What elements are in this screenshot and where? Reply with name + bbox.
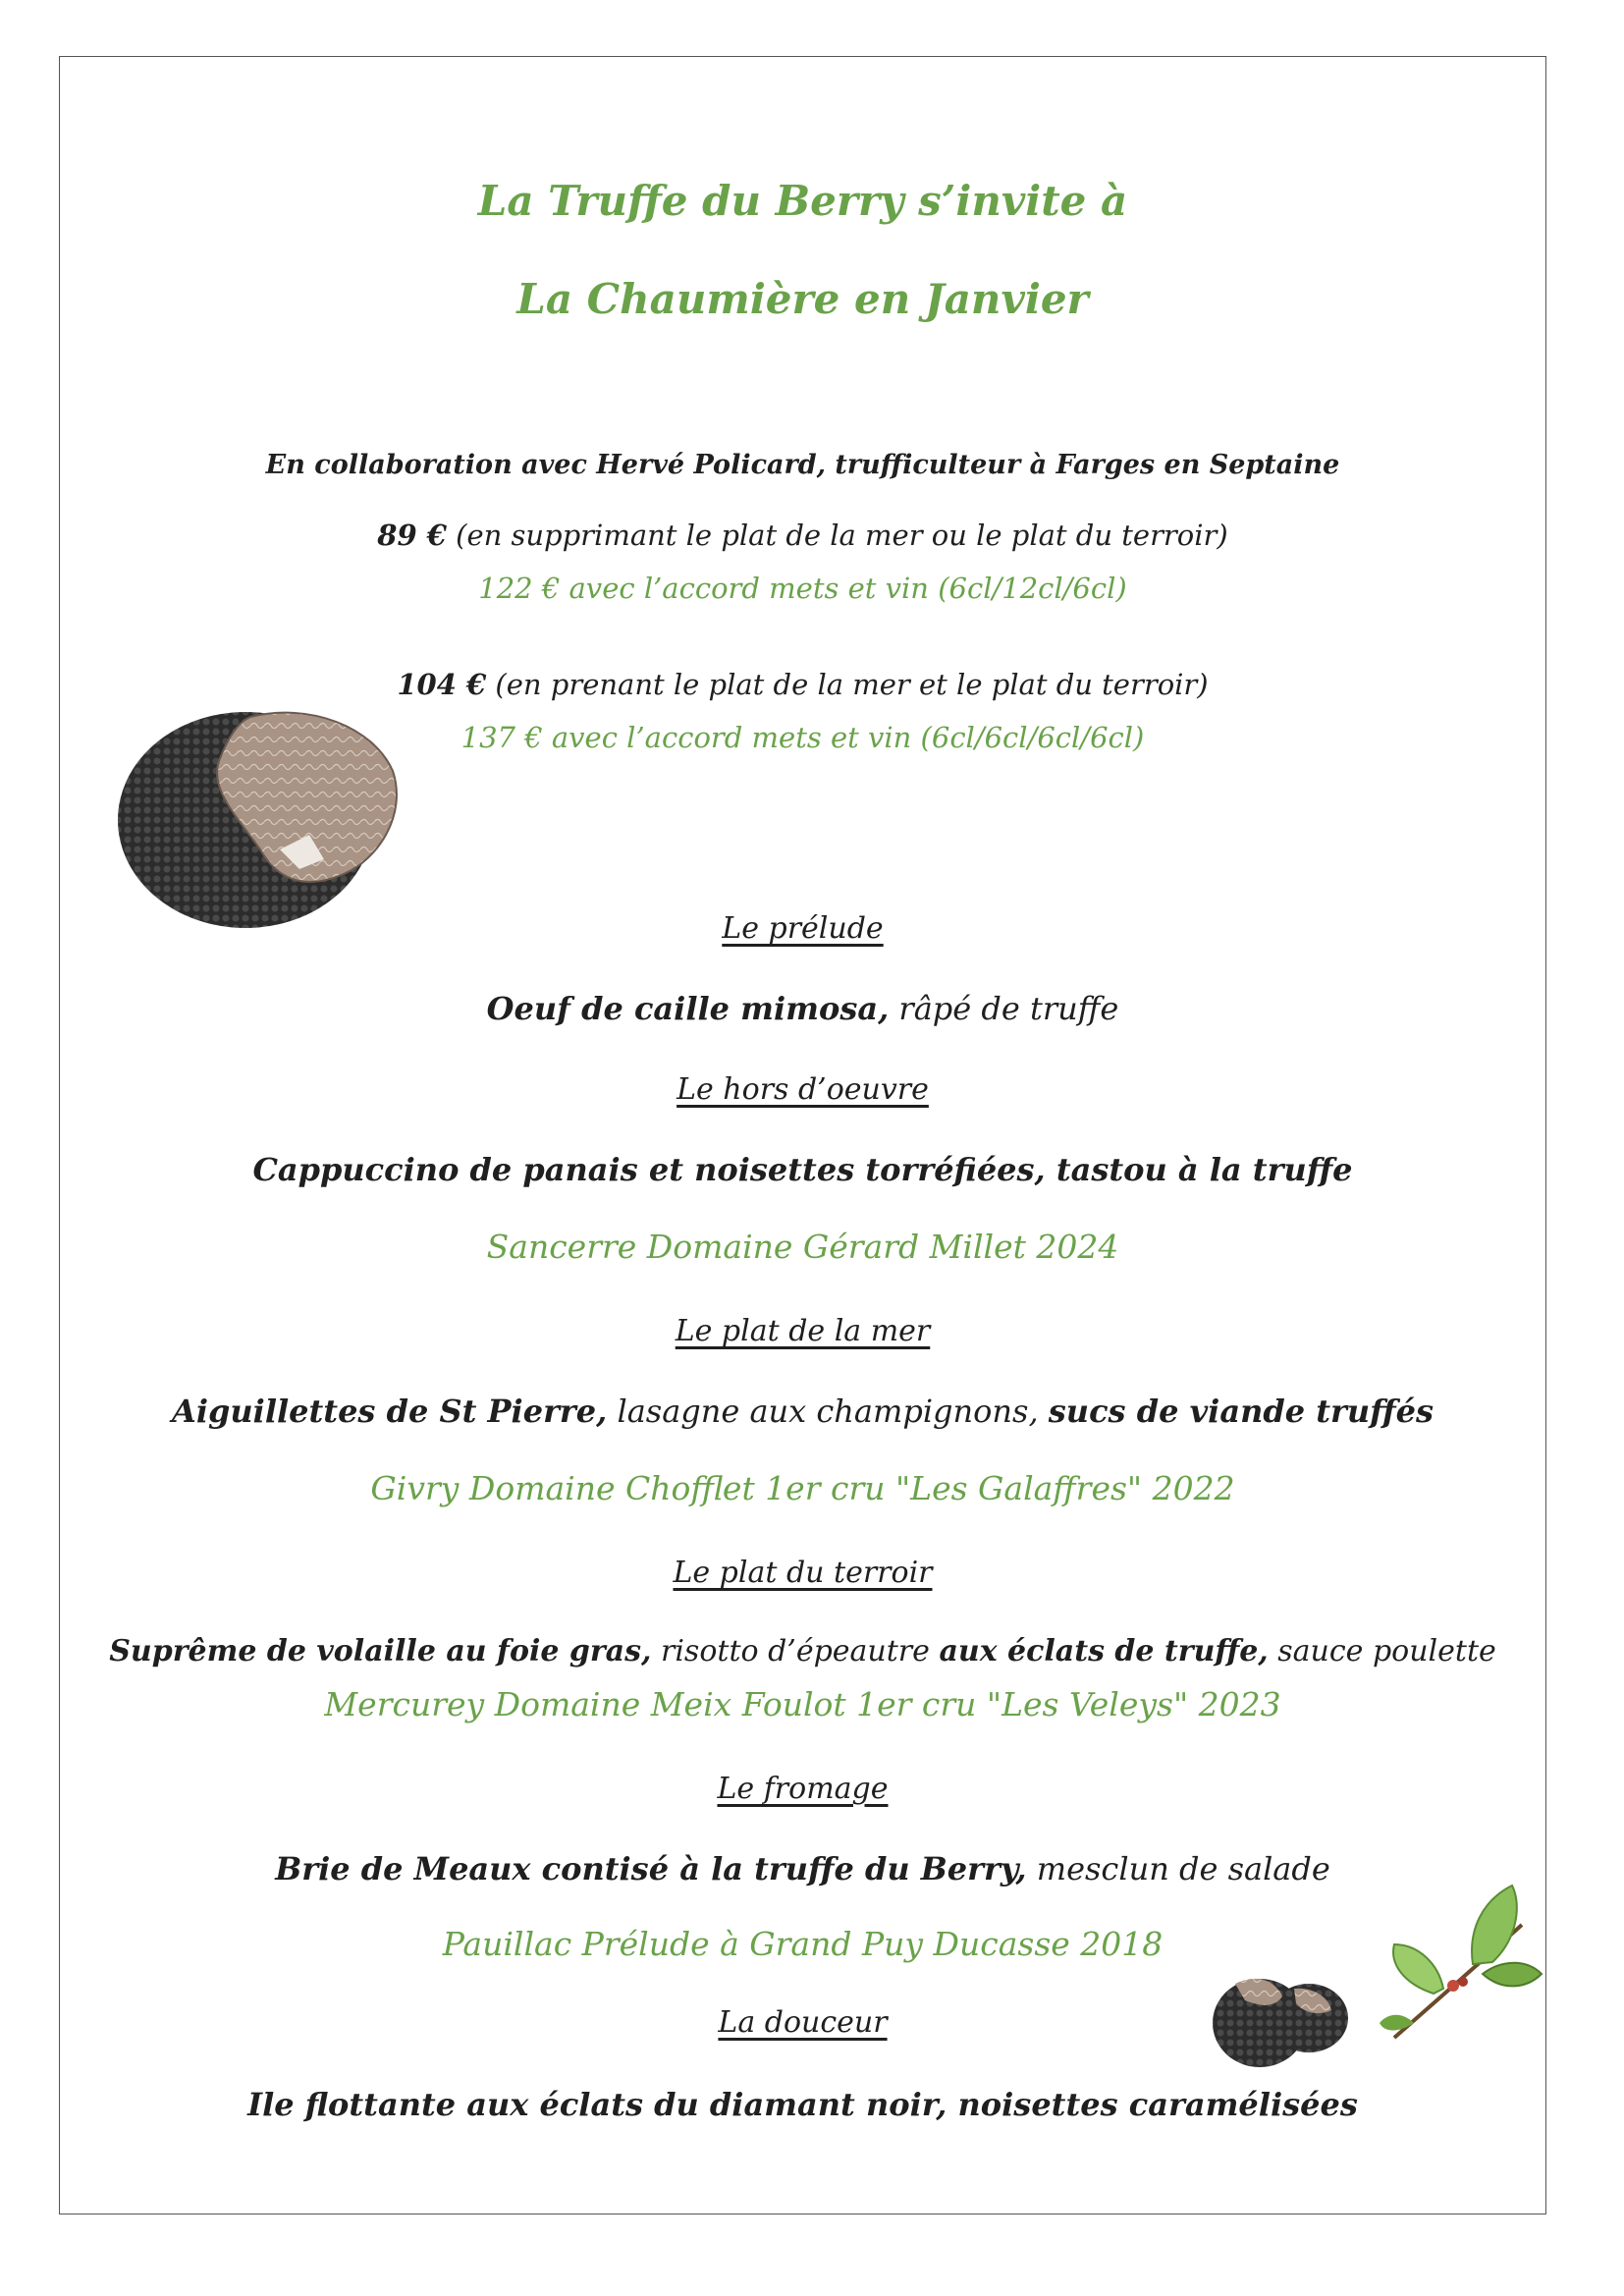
menu-frame bbox=[59, 56, 1546, 2214]
price-2-accord: 137 € avec l’accord mets et vin (6cl/6cl/6cl/6cl) bbox=[460, 721, 1145, 754]
dish-fromage-main: Brie de Meaux contisé à la truffe du Berry, bbox=[275, 1850, 1027, 1887]
price-2-note: (en prenant le plat de la mer et le plat du terroir) bbox=[495, 668, 1209, 701]
dish-prelude-side: râpé de truffe bbox=[889, 990, 1119, 1027]
dish-mer-main: Aiguillettes de St Pierre, bbox=[172, 1393, 608, 1430]
section-douceur: La douceur bbox=[718, 2005, 888, 2040]
section-prelude: Le prélude bbox=[722, 911, 884, 946]
truffle-photo-small bbox=[1206, 1959, 1353, 2077]
oak-leaf-illustration bbox=[1375, 1876, 1551, 2048]
dish-plat-terroir bbox=[59, 1634, 1546, 1668]
dish-mer-sauce: sucs de viande truffés bbox=[1048, 1393, 1434, 1430]
dish-fromage-side: mesclun de salade bbox=[1026, 1850, 1330, 1887]
dish-prelude bbox=[59, 990, 1546, 1027]
wine-hors-doeuvre: Sancerre Domaine Gérard Millet 2024 bbox=[486, 1228, 1119, 1266]
dish-fromage bbox=[59, 1850, 1546, 1887]
wine-fromage: Pauillac Prélude à Grand Puy Ducasse 2018 bbox=[442, 1925, 1164, 1963]
section-hors-doeuvre: Le hors d’oeuvre bbox=[677, 1072, 929, 1107]
dish-terroir-sauce: sauce poulette bbox=[1268, 1634, 1496, 1668]
dish-terroir-truffle: aux éclats de truffe, bbox=[939, 1634, 1269, 1668]
menu-title-line2: La Chaumière en Janvier bbox=[516, 275, 1089, 323]
dish-douceur: Ile flottante aux éclats du diamant noir, noisettes caramélisées bbox=[247, 2086, 1358, 2123]
dish-terroir-side: risotto d’épeautre bbox=[651, 1634, 940, 1668]
section-plat-mer: Le plat de la mer bbox=[675, 1314, 931, 1348]
price-2: 104 € bbox=[397, 668, 487, 701]
wine-plat-mer: Givry Domaine Chofflet 1er cru "Les Galaffres" 2022 bbox=[370, 1469, 1235, 1507]
price-option-1 bbox=[59, 519, 1546, 552]
truffle-photo-large bbox=[113, 678, 417, 933]
price-1-note: (en supprimant le plat de la mer ou le plat du terroir) bbox=[456, 519, 1228, 552]
dish-hors-doeuvre: Cappuccino de panais et noisettes torréfiées, tastou à la truffe bbox=[252, 1151, 1353, 1188]
wine-plat-terroir: Mercurey Domaine Meix Foulot 1er cru "Les Veleys" 2023 bbox=[324, 1685, 1281, 1723]
menu-title-line1: La Truffe du Berry s’invite à bbox=[477, 177, 1128, 225]
section-fromage: Le fromage bbox=[717, 1772, 889, 1806]
dish-terroir-main: Suprême de volaille au foie gras, bbox=[109, 1634, 652, 1668]
section-plat-terroir: Le plat du terroir bbox=[673, 1556, 933, 1590]
price-1-accord: 122 € avec l’accord mets et vin (6cl/12cl/6cl) bbox=[478, 572, 1127, 605]
dish-prelude-main: Oeuf de caille mimosa, bbox=[486, 990, 890, 1027]
price-1: 89 € bbox=[377, 519, 447, 552]
dish-plat-mer bbox=[59, 1393, 1546, 1430]
dish-mer-side: lasagne aux champignons, bbox=[607, 1393, 1049, 1430]
collaboration-note: En collaboration avec Hervé Policard, trufficulteur à Farges en Septaine bbox=[265, 450, 1340, 480]
